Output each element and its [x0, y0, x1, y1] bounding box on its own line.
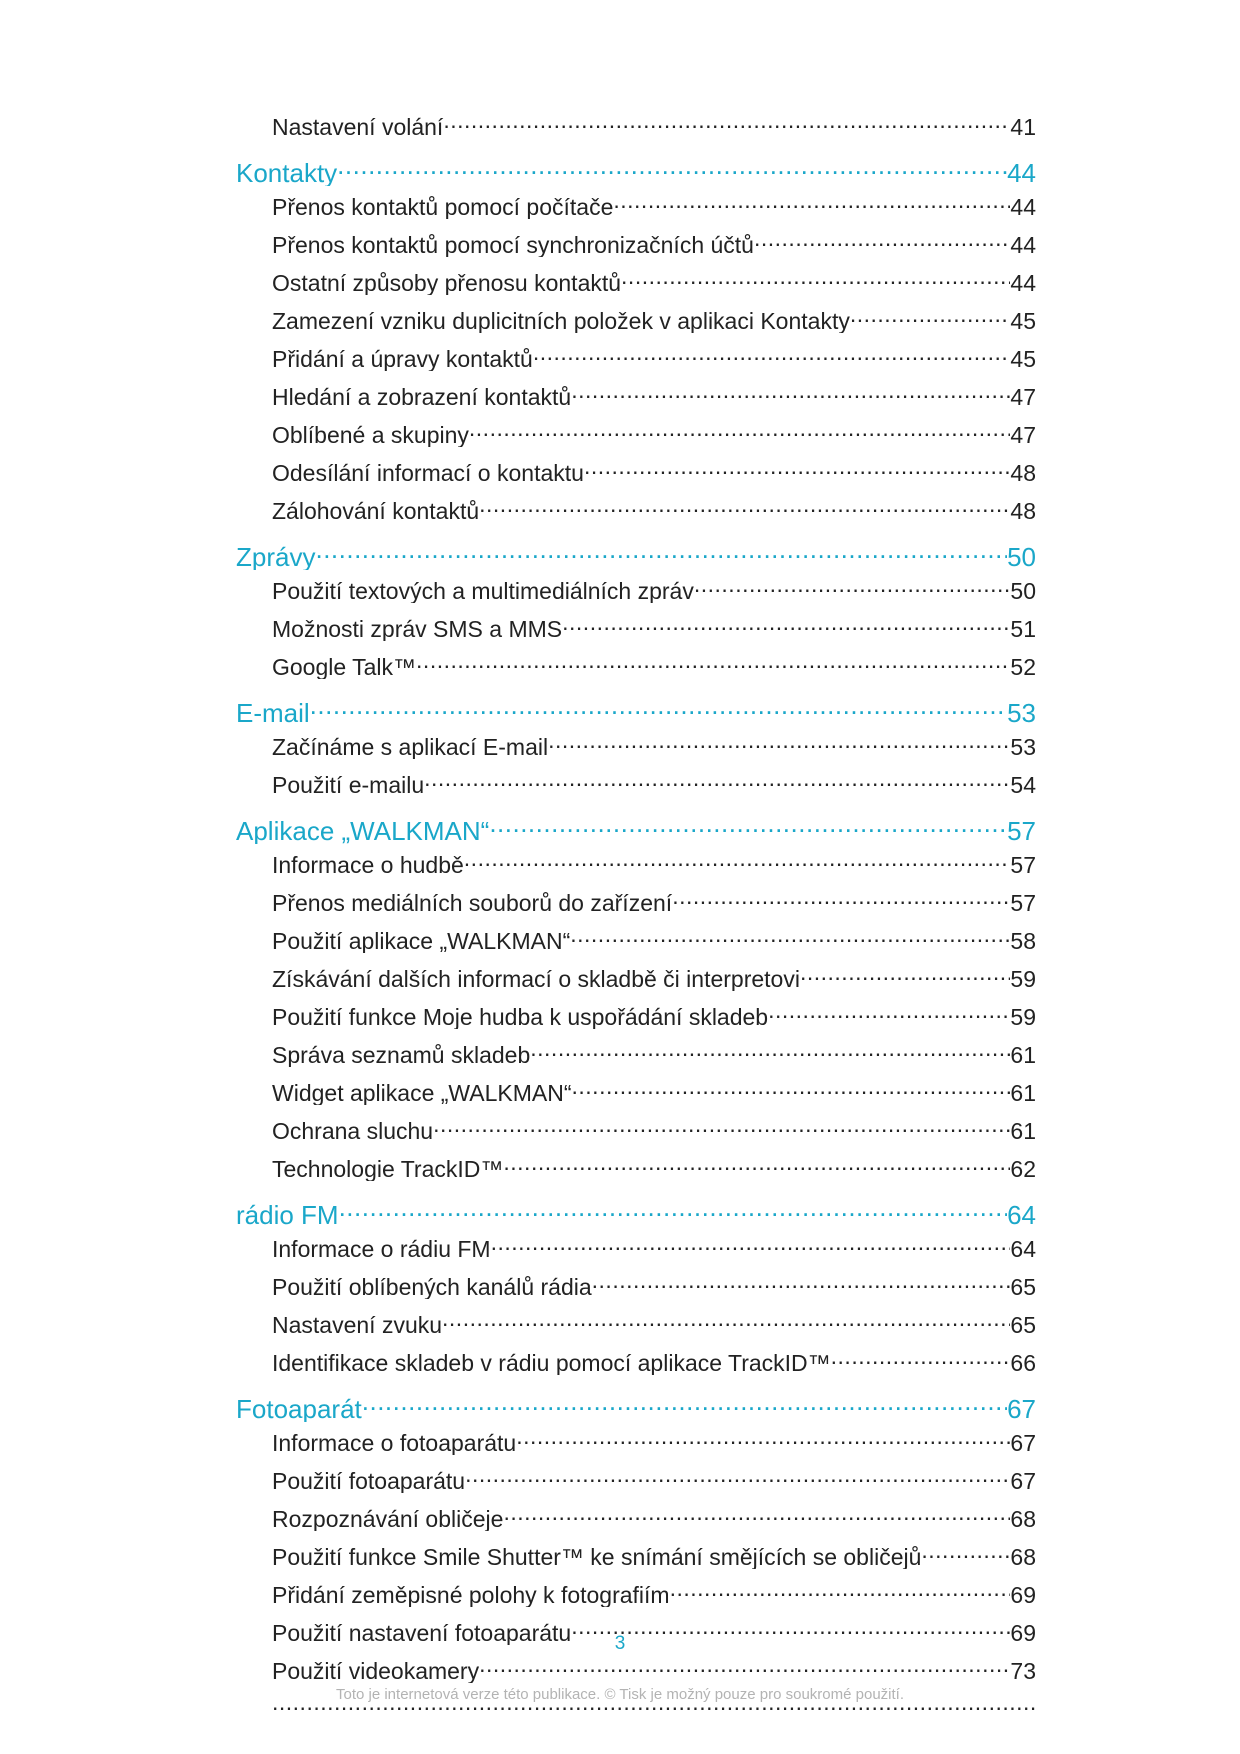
toc-entry-page: 52: [1010, 654, 1036, 679]
toc-entry-page: 61: [1010, 1080, 1036, 1105]
toc-entry[interactable]: [272, 964, 1036, 991]
toc-section-page: 50: [1007, 542, 1036, 570]
toc-entry-page: 51: [1010, 616, 1036, 641]
toc-section-page: 53: [1007, 698, 1036, 726]
dot-leader: [694, 576, 1011, 599]
toc-entry-title: Použití aplikace „WALKMAN“: [272, 928, 571, 953]
toc-entry-page: 44: [1010, 270, 1036, 295]
toc-section[interactable]: [236, 1198, 1036, 1228]
toc-entry[interactable]: [272, 496, 1036, 523]
dot-leader: [339, 1198, 1008, 1224]
toc-entry-page: 41: [1010, 114, 1036, 139]
dot-leader: [337, 156, 1007, 182]
dot-leader: [469, 420, 1011, 443]
toc-entry-title: Použití e-mailu: [272, 772, 425, 797]
toc-entry[interactable]: [272, 1466, 1036, 1493]
toc-entry-page: 48: [1010, 460, 1036, 485]
toc-entry-title: Přidání a úpravy kontaktů: [272, 346, 533, 371]
toc-entry-title: Získávání dalších informací o skladbě či interpretovi: [272, 966, 800, 991]
toc-section-title: rádio FM: [236, 1200, 339, 1228]
toc-entry-page: 58: [1010, 928, 1036, 953]
dot-leader: [464, 850, 1011, 873]
toc-entry[interactable]: [272, 652, 1036, 679]
toc-section-title: Kontakty: [236, 158, 338, 186]
toc-entry-page: 45: [1010, 346, 1036, 371]
dot-leader: [571, 382, 1010, 405]
page-number: 3: [614, 1633, 626, 1654]
toc-entry-title: Možnosti zpráv SMS a MMS: [272, 616, 563, 641]
toc-entry-page: 44: [1010, 232, 1036, 257]
dot-leader: [503, 1504, 1010, 1527]
dot-leader: [479, 496, 1010, 519]
dot-leader: [533, 344, 1011, 367]
toc-entry-page: 68: [1010, 1506, 1036, 1531]
toc-section[interactable]: [236, 1392, 1036, 1422]
toc-section-page: 64: [1007, 1200, 1036, 1228]
toc-entry-title: Ostatní způsoby přenosu kontaktů: [272, 270, 622, 295]
dot-leader: [310, 696, 1007, 722]
toc-entry-title: Nastavení zvuku: [272, 1312, 443, 1337]
dot-leader: [443, 112, 1010, 135]
toc-entry-title: Informace o rádiu FM: [272, 1236, 491, 1261]
toc-entry[interactable]: [272, 306, 1036, 333]
dot-leader: [548, 732, 1010, 755]
dot-leader: [465, 1466, 1010, 1489]
dot-leader: [530, 1040, 1010, 1063]
toc-entry-page: 61: [1010, 1118, 1036, 1143]
dot-leader: [572, 1078, 1011, 1101]
dot-leader: [592, 1272, 1011, 1295]
footer-note: Toto je internetová verze této publikace. © Tisk je možný pouze pro soukromé použití.: [335, 1686, 904, 1703]
toc-entry-page: 65: [1010, 1274, 1036, 1299]
toc-entry[interactable]: [272, 1428, 1036, 1455]
toc-entry[interactable]: [272, 344, 1036, 371]
dot-leader: [442, 1310, 1010, 1333]
dot-leader: [768, 1002, 1010, 1025]
toc-entry-page: 59: [1010, 966, 1036, 991]
dot-leader: [670, 1580, 1011, 1603]
toc-entry-page: 67: [1010, 1430, 1036, 1455]
toc-entry[interactable]: [272, 732, 1036, 759]
toc-entry-title: Google Talk™: [272, 654, 417, 679]
toc-entry-page: 59: [1010, 1004, 1036, 1029]
toc-section-title: E-mail: [236, 698, 310, 726]
toc-entry-title: Správa seznamů skladeb: [272, 1042, 531, 1067]
toc-entry-title: Nastavení volání: [272, 114, 444, 139]
toc-section-page: 44: [1007, 158, 1036, 186]
toc-entry[interactable]: [272, 268, 1036, 295]
toc-section-title: Aplikace „WALKMAN“: [236, 816, 490, 844]
toc-section[interactable]: [236, 814, 1036, 844]
toc-section-page: 67: [1007, 1394, 1036, 1422]
toc-section-page: 57: [1007, 816, 1036, 844]
dot-leader: [831, 1348, 1011, 1371]
dot-leader: [584, 458, 1010, 481]
toc-entry-page: 47: [1010, 384, 1036, 409]
toc-entry-page: 67: [1010, 1468, 1036, 1493]
toc-entry-page: 54: [1010, 772, 1036, 797]
toc-entry-title: Použití funkce Smile Shutter™ ke snímání smějících se obličejů: [272, 1544, 922, 1569]
toc-entry-page: 64: [1010, 1236, 1036, 1261]
toc-entry-page: 73: [1010, 1658, 1036, 1683]
toc-entry[interactable]: [272, 1504, 1036, 1531]
toc-entry-page: 62: [1010, 1156, 1036, 1181]
toc-entry-title: Použití fotoaparátu: [272, 1468, 466, 1493]
dot-leader: [516, 1428, 1010, 1451]
toc-entry[interactable]: [272, 888, 1036, 915]
toc-entry-page: 68: [1010, 1544, 1036, 1569]
toc-entry-title: Použití funkce Moje hudba k uspořádání skladeb: [272, 1004, 769, 1029]
toc-entry[interactable]: [272, 112, 1036, 139]
toc-entry[interactable]: [272, 1348, 1036, 1375]
dot-leader: [315, 540, 1007, 566]
toc-entry-title: Rozpoznávání obličeje: [272, 1506, 504, 1531]
table-of-contents: [236, 112, 1036, 1728]
toc-section[interactable]: [236, 156, 1036, 186]
toc-entry[interactable]: [272, 926, 1036, 953]
toc-entry-title: Informace o hudbě: [272, 852, 464, 877]
dot-leader: [800, 964, 1010, 987]
dot-leader: [503, 1154, 1010, 1177]
toc-entry[interactable]: [272, 850, 1036, 877]
toc-entry-page: 47: [1010, 422, 1036, 447]
toc-entry-title: Použití oblíbených kanálů rádia: [272, 1274, 592, 1299]
toc-entry-title: Použití videokamery: [272, 1658, 480, 1683]
toc-entry[interactable]: [272, 1580, 1036, 1607]
toc-entry-page: 66: [1010, 1350, 1036, 1375]
toc-section[interactable]: [236, 540, 1036, 570]
toc-section[interactable]: [236, 696, 1036, 726]
toc-entry[interactable]: [272, 576, 1036, 603]
dot-leader: [672, 888, 1010, 911]
dot-leader: [921, 1542, 1010, 1565]
toc-entry[interactable]: [272, 1234, 1036, 1261]
toc-entry[interactable]: [272, 192, 1036, 219]
toc-entry-page: 53: [1010, 734, 1036, 759]
toc-entry-title: Hledání a zobrazení kontaktů: [272, 384, 572, 409]
toc-entry-title: Zálohování kontaktů: [272, 498, 480, 523]
toc-entry-title: Technologie TrackID™: [272, 1156, 504, 1181]
toc-entry[interactable]: [272, 382, 1036, 409]
dot-leader: [621, 268, 1010, 291]
toc-entry[interactable]: [272, 1116, 1036, 1143]
dot-leader: [754, 230, 1010, 253]
toc-entry-title: Informace o fotoaparátu: [272, 1430, 517, 1455]
toc-entry[interactable]: [272, 458, 1036, 485]
toc-entry[interactable]: [272, 230, 1036, 257]
toc-entry-page: 57: [1010, 852, 1036, 877]
toc-entry[interactable]: [272, 1154, 1036, 1181]
toc-entry-page: 61: [1010, 1042, 1036, 1067]
toc-entry-title: Zamezení vzniku duplicitních položek v aplikaci Kontakty: [272, 308, 850, 333]
toc-entry[interactable]: [272, 1002, 1036, 1029]
toc-entry-title: Ochrana sluchu: [272, 1118, 434, 1143]
toc-entry-page: 57: [1010, 890, 1036, 915]
toc-entry-page: 69: [1010, 1620, 1036, 1645]
toc-section-title: Zprávy: [236, 542, 316, 570]
dot-leader: [489, 814, 1007, 840]
dot-leader: [562, 614, 1010, 637]
toc-entry-title: Widget aplikace „WALKMAN“: [272, 1080, 572, 1105]
dot-leader: [416, 652, 1010, 675]
dot-leader: [850, 306, 1011, 329]
toc-entry-title: Odesílání informací o kontaktu: [272, 460, 584, 485]
toc-entry-title: Použití textových a multimediálních zpráv: [272, 578, 694, 603]
toc-entry[interactable]: [272, 1656, 1036, 1683]
dot-leader: [613, 192, 1010, 215]
toc-entry[interactable]: [272, 1078, 1036, 1105]
toc-entry[interactable]: [272, 1310, 1036, 1337]
toc-entry-title: Oblíbené a skupiny: [272, 422, 469, 447]
toc-entry-page: 65: [1010, 1312, 1036, 1337]
dot-leader: [491, 1234, 1011, 1257]
toc-entry-page: 44: [1010, 194, 1036, 219]
toc-entry-title: Přenos kontaktů pomocí synchronizačních účtů: [272, 232, 754, 257]
toc-section-title: Fotoaparát: [236, 1394, 362, 1422]
toc-entry[interactable]: [272, 1040, 1036, 1067]
toc-entry-title: Identifikace skladeb v rádiu pomocí aplikace TrackID™: [272, 1350, 831, 1375]
dot-leader: [433, 1116, 1010, 1139]
toc-entry[interactable]: [272, 770, 1036, 797]
dot-leader: [570, 926, 1010, 949]
toc-entry-title: Použití nastavení fotoaparátu: [272, 1620, 572, 1645]
dot-leader: [362, 1392, 1007, 1418]
toc-entry[interactable]: [272, 1542, 1036, 1569]
toc-entry-page: 45: [1010, 308, 1036, 333]
toc-entry-page: 50: [1010, 578, 1036, 603]
toc-entry-title: Přidání zeměpisné polohy k fotografiím: [272, 1582, 670, 1607]
toc-entry[interactable]: [272, 420, 1036, 447]
toc-entry-page: 48: [1010, 498, 1036, 523]
toc-entry[interactable]: [272, 614, 1036, 641]
toc-entry-page: 69: [1010, 1582, 1036, 1607]
toc-entry[interactable]: [272, 1272, 1036, 1299]
toc-entry-title: Přenos mediálních souborů do zařízení: [272, 890, 673, 915]
dot-leader: [479, 1656, 1010, 1679]
toc-entry-title: Přenos kontaktů pomocí počítače: [272, 194, 614, 219]
toc-entry-title: Začínáme s aplikací E-mail: [272, 734, 549, 759]
dot-leader: [424, 770, 1010, 793]
